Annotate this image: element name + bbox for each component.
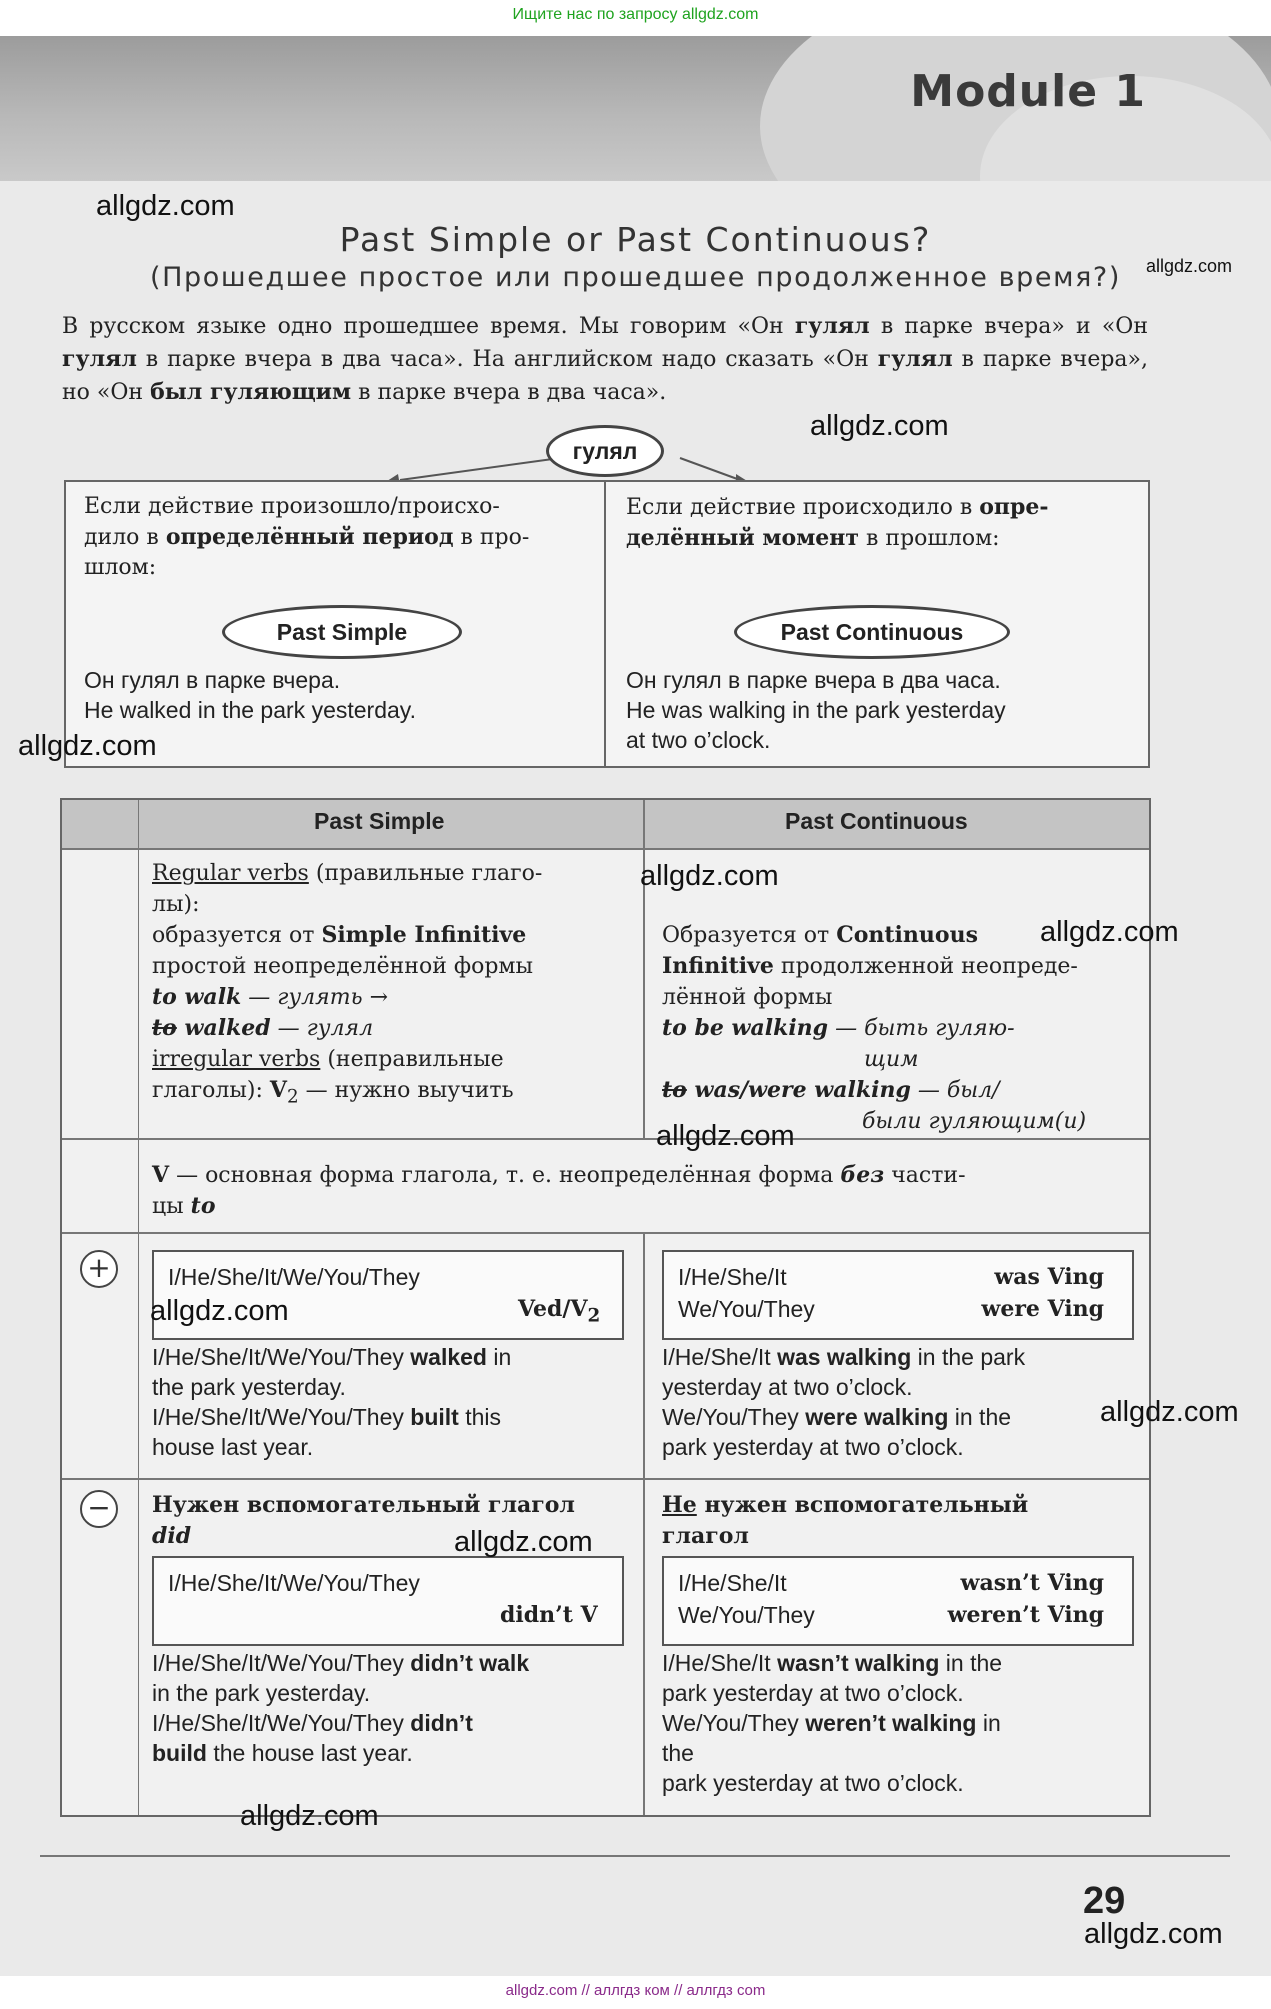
watermark: allgdz.com xyxy=(640,860,779,892)
aff-left-formula-form: Ved/$V_2$ xyxy=(518,1296,601,1327)
formation-right: Образуется от Continuous Infinitive продолженной неопреде- лённой формы to be walking — быть гуляю- щим to was/were walking — был/ были гуляющим(и) xyxy=(662,922,1087,1134)
v-note: V — основная форма глагола, т. е. неопределённая форма без части- цы to xyxy=(152,1162,966,1219)
watermark: allgdz.com xyxy=(1100,1396,1239,1428)
table-col-divider xyxy=(138,800,139,1815)
page-footer-rule xyxy=(40,1855,1230,1857)
module-title: Module 1 xyxy=(910,66,1146,117)
page-title: Past Simple or Past Continuous? xyxy=(339,220,932,259)
table-row-divider xyxy=(62,1478,1149,1480)
watermark: allgdz.com xyxy=(1040,916,1179,948)
aff-left-examples: I/He/She/It/We/You/They walked in the park yesterday. I/He/She/It/We/You/They built this house last year. xyxy=(152,1344,512,1460)
neg-left-examples: I/He/She/It/We/You/They didn’t walk in the park yesterday. I/He/She/It/We/You/They didn’t build the house last year. xyxy=(152,1650,530,1766)
neg-left-formula-form: didn’t V xyxy=(500,1602,598,1628)
formation-left: Regular verbs (правильные глаго- лы): образуется от Simple Infinitive простой неопределённой формы to walk — гулять → to walked — гулял irregular verbs (неправильные глаголы): $V_2$ — нужно выучить xyxy=(152,861,543,1108)
neg-right-formula: I/He/She/It wasn’t Ving We/You/They weren’t Ving xyxy=(678,1570,1104,1628)
diagram-left-text: Если действие произошло/происхо- дило в определённый период в про- шлом: xyxy=(84,494,530,580)
table-row-divider xyxy=(62,848,1149,850)
watermark: allgdz.com xyxy=(810,410,949,442)
table-header xyxy=(62,800,1149,848)
watermark: allgdz.com xyxy=(454,1526,593,1558)
page-subtitle: (Прошедшее простое или прошедшее продолженное время?) xyxy=(150,262,1121,293)
table-header-past-simple: Past Simple xyxy=(314,808,445,834)
aff-left-formula-subject: I/He/She/It/We/You/They xyxy=(168,1264,420,1290)
diagram-center-oval: гулял xyxy=(546,425,664,477)
top-link[interactable]: Ищите нас по запросу allgdz.com xyxy=(512,6,759,23)
past-simple-oval: Past Simple xyxy=(222,605,462,659)
diagram-left-example: Он гулял в парке вчера. He walked in the park yesterday. xyxy=(84,667,416,723)
watermark: allgdz.com xyxy=(656,1120,795,1152)
aff-right-examples: I/He/She/It was walking in the park yesterday at two o’clock. We/You/They were walking in the park yesterday at two o’clock. xyxy=(662,1344,1026,1460)
watermark: allgdz.com xyxy=(96,190,235,222)
watermark: allgdz.com xyxy=(240,1800,379,1832)
diagram-right-text: Если действие происходило в опре- делённый момент в прошлом: xyxy=(626,494,1049,551)
watermark: allgdz.com xyxy=(150,1295,289,1327)
table-header-past-continuous: Past Continuous xyxy=(785,808,968,834)
bottom-links[interactable]: allgdz.com // аллгдз ком // аллгдз com xyxy=(505,1982,766,1999)
neg-left-formula-subject: I/He/She/It/We/You/They xyxy=(168,1570,420,1596)
table-row-divider xyxy=(62,1138,1149,1140)
table-col-divider xyxy=(643,1232,645,1815)
watermark: allgdz.com xyxy=(1146,256,1233,276)
minus-sign-icon: − xyxy=(80,1490,118,1528)
neg-left-heading: Нужен вспомогательный глагол did xyxy=(152,1492,575,1549)
watermark: allgdz.com xyxy=(1084,1918,1223,1950)
neg-right-heading: Не нужен вспомогательный глагол xyxy=(662,1492,1029,1549)
plus-sign-icon: + xyxy=(80,1250,118,1288)
table-col-divider xyxy=(643,800,645,1138)
page-number: 29 xyxy=(1083,1880,1126,1922)
aff-right-formula: I/He/She/It was Ving We/You/They were Ving xyxy=(678,1264,1104,1322)
table-row-divider xyxy=(62,1232,1149,1234)
neg-right-examples: I/He/She/It wasn’t walking in the park yesterday at two o’clock. We/You/They weren’t walking in the park yesterday at two o’clock. xyxy=(662,1650,1003,1796)
intro-paragraph: В русском языке одно прошедшее время. Мы говорим «Он гулял в парке вчера» и «Он гулял в парке вчера в два часа». На английском надо сказать «Он гулял в парке вчера», но «Он был гуляющим в парке вчера в два часа». xyxy=(62,313,1149,405)
past-continuous-oval: Past Continuous xyxy=(734,605,1010,659)
watermark: allgdz.com xyxy=(18,730,157,762)
diagram-right-example: Он гулял в парке вчера в два часа. He was walking in the park yesterday at two o’clock. xyxy=(626,667,1006,753)
